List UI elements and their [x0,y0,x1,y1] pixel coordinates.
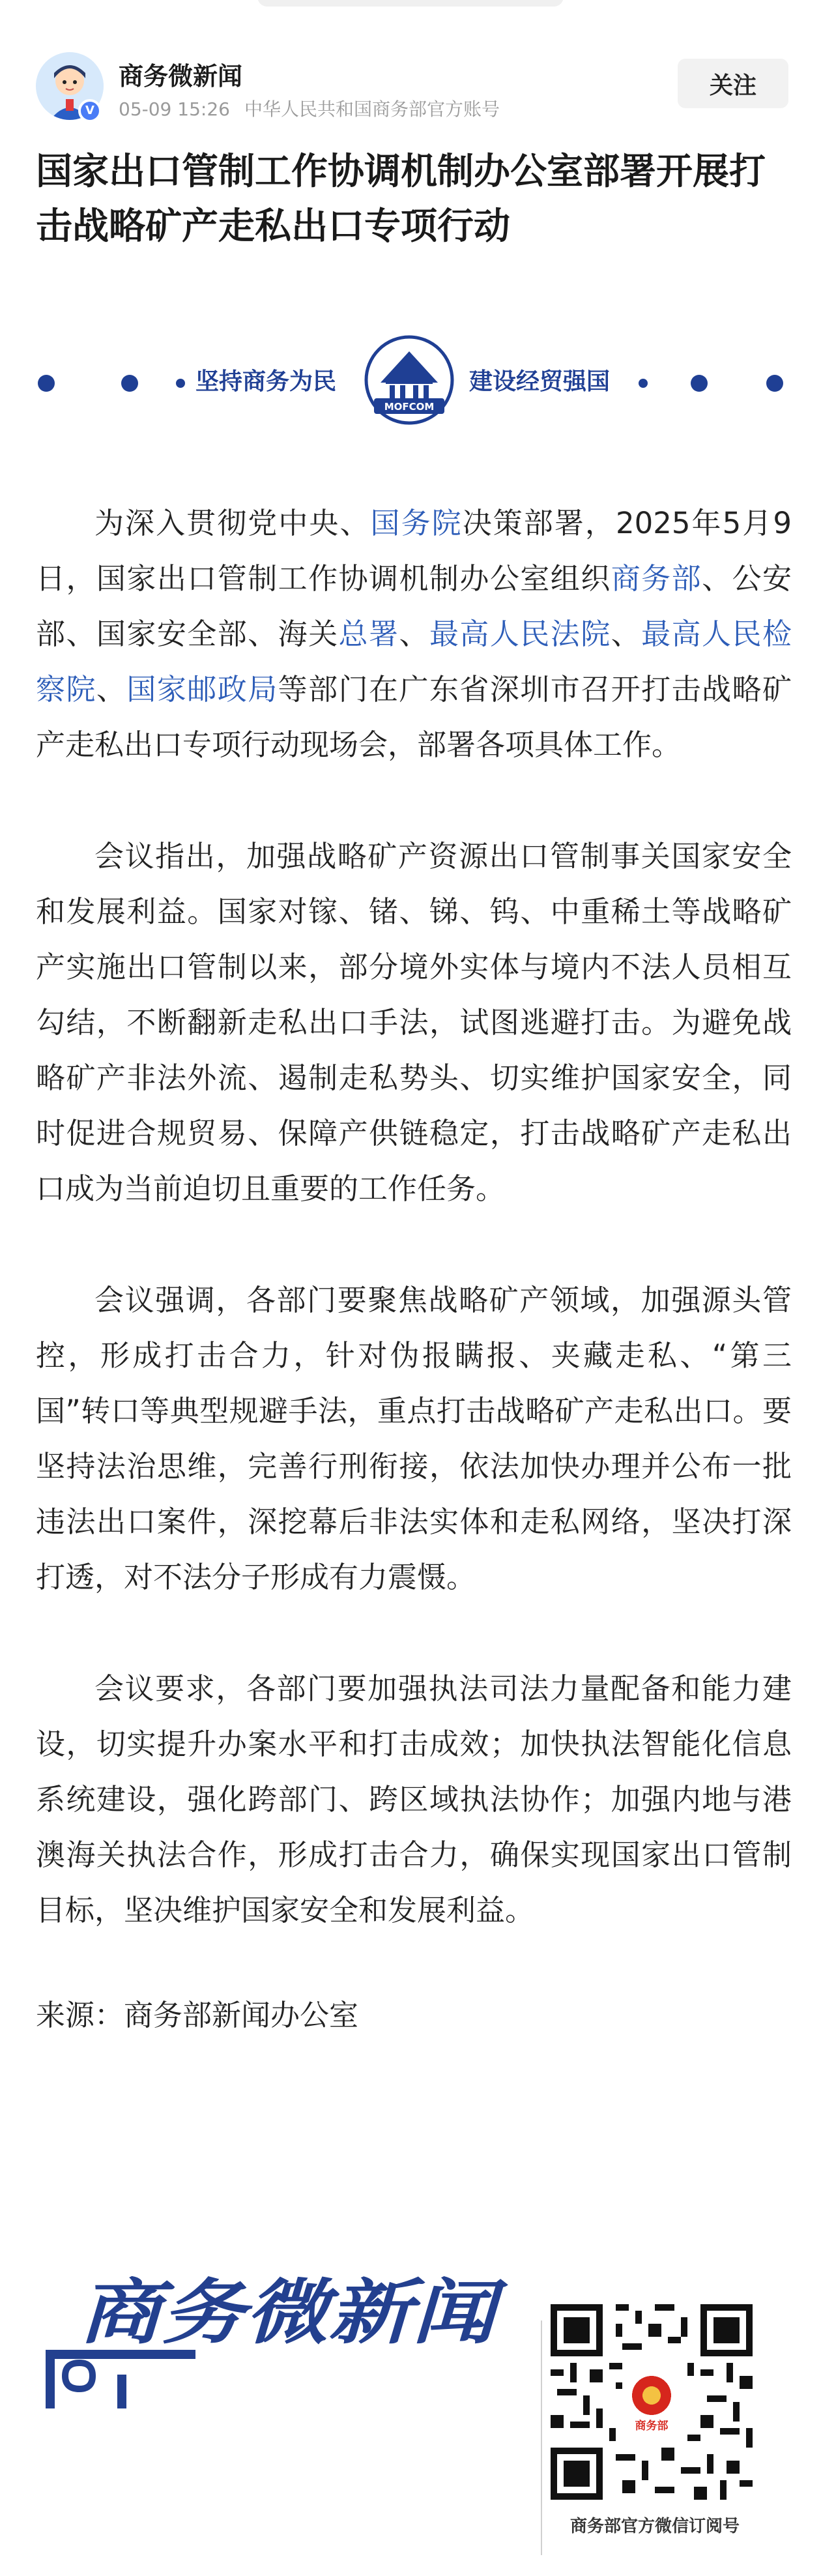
banner-dot [691,375,708,392]
article-title: 国家出口管制工作协调机制办公室部署开展打击战略矿产走私出口专项行动 [36,151,766,248]
banner-slogan-left: 坚持商务为民 [195,368,337,395]
text-segment: 为深入贯彻党中央、 [94,506,371,540]
article-body [36,495,792,2099]
post-date: 05-09 15:26 [119,98,230,120]
footer-logo-text: 商务微新闻 [78,2272,509,2354]
qr-emblem-text: 商务部 [635,2420,669,2433]
text-segment: 、 [96,672,127,707]
top-scroll-pill [257,0,564,7]
banner-slogan-right: 建设经贸强国 [469,368,611,395]
shangwu-weixinwen-logo [39,2265,534,2415]
link-post-bureau[interactable]: 国家邮政局 [126,672,278,707]
link-guowuyuan[interactable]: 国务院 [370,506,463,540]
account-description: 中华人民共和国商务部官方账号 [244,98,500,120]
link-zongshu[interactable]: 总署 [338,617,399,651]
verified-badge-icon: V [78,99,102,123]
article-paragraph-3: 会议强调，各部门要聚焦战略矿产领域，加强源头管控，形成打击合力，针对伪报瞒报、夹藏走私、“第三国”转口等典型规避手法，重点打击战略矿产走私出口。要坚持法治思维，完善行刑衔接，依法加快办理并公布一批违法出口案件，深挖幕后非法实体和走私网络，坚决打深打透，对不法分子形成有力震慑。 [36,1283,792,1594]
banner-dot [121,375,138,392]
text-segment: 、 [399,617,429,651]
follow-button[interactable]: 关注 [678,59,788,108]
article-paragraph-2: 会议指出，加强战略矿产资源出口管制事关国家安全和发展利益。国家对镓、锗、锑、钨、中重稀土等战略矿产实施出口管制以来，部分境外实体与境内不法人员相互勾结，不断翻新走私出口手法，试图逃避打击。为避免战略矿产非法外流、遏制走私势头、切实维护国家安全，同时促进合规贸易、保障产供链稳定，打击战略矿产走私出口成为当前迫切且重要的工作任务。 [36,839,792,1206]
qr-code-icon[interactable] [551,2304,753,2500]
article-source: 来源：商务部新闻办公室 [36,1998,359,2032]
article-paragraph-4: 会议要求，各部门要加强执法司法力量配备和能力建设，切实提升办案水平和打击成效；加快执法智能化信息系统建设，强化跨部门、跨区域执法协作；加强内地与港澳海关执法合作，形成打击合力，确保实现国家出口管制目标，坚决维护国家安全和发展利益。 [36,1671,792,1927]
mofcom-logo-icon [364,334,455,426]
article-paragraph-1 [36,495,792,772]
text-segment: 、公安部、国家安全部、海关 [36,561,792,651]
link-supreme-court[interactable]: 最高人民法院 [429,617,611,651]
banner-dot [176,379,185,388]
mofcom-banner [0,323,821,440]
mofcom-logo-text: MOFCOM [384,401,435,413]
text-segment: 决策部署，2025年5月9日，国家出口管制工作协调机制办公室组织 [36,506,792,596]
text-segment: 、 [611,617,642,651]
account-header [0,39,821,137]
qr-caption: 商务部官方微信订阅号 [569,2517,740,2536]
banner-dot [639,379,648,388]
text-segment: 等部门在广东省深圳市召开打击战略矿产走私出口专项行动现场会，部署各项具体工作。 [36,672,792,762]
banner-dot [766,375,783,392]
banner-dot [38,375,55,392]
link-supreme-procuratorate[interactable]: 最高人民检察院 [36,617,792,707]
link-shangwubu[interactable]: 商务部 [611,561,702,596]
post-meta [119,95,500,121]
account-name[interactable]: 商务微新闻 [119,62,243,91]
footer-divider [541,2320,542,2555]
